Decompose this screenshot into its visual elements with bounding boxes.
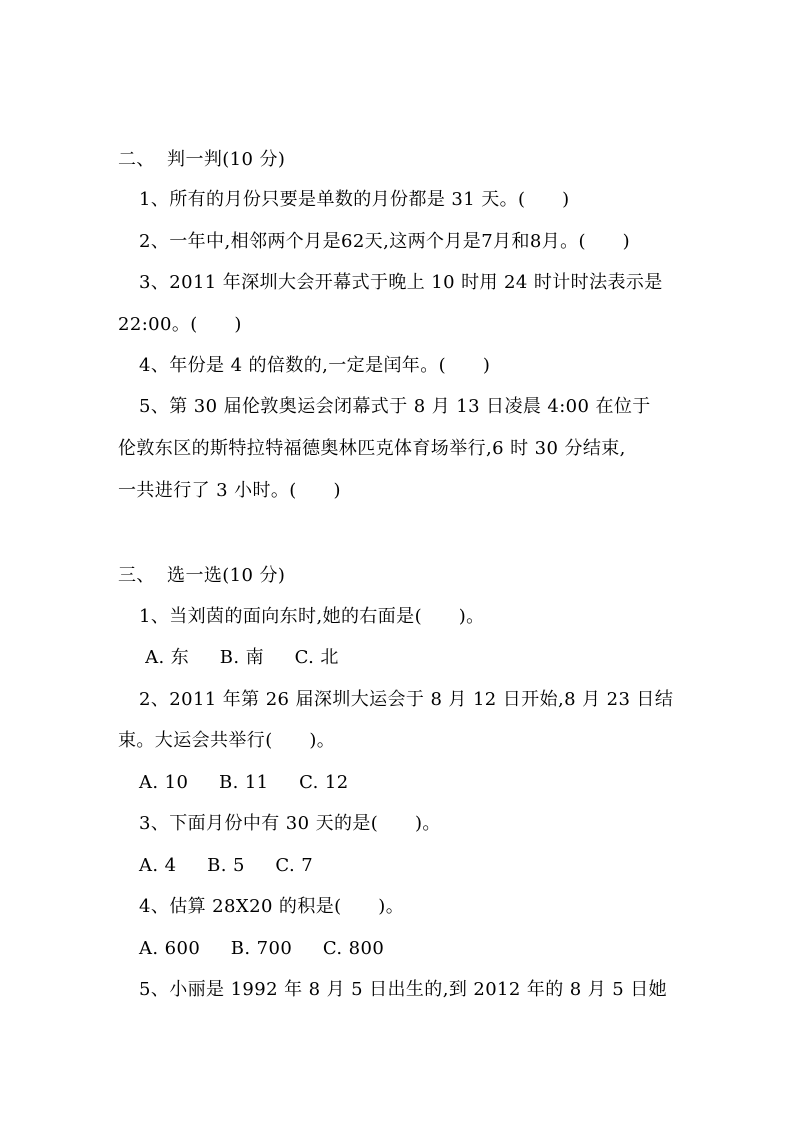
judge-question-5-line-3: 一共进行了 3 小时。( ) bbox=[118, 480, 341, 501]
choice-question-4-options: A. 600 B. 700 C. 800 bbox=[139, 938, 385, 959]
judge-question-5-line-1: 5、第 30 届伦敦奥运会闭幕式于 8 月 13 日凌晨 4:00 在位于 bbox=[139, 396, 651, 417]
judge-question-1: 1、所有的月份只要是单数的月份都是 31 天。( ) bbox=[139, 189, 570, 210]
judge-question-3-line-1: 3、2011 年深圳大会开幕式于晚上 10 时用 24 时计时法表示是 bbox=[139, 272, 663, 293]
choice-question-4: 4、估算 28X20 的积是( )。 bbox=[139, 896, 405, 917]
choice-question-2-line-2: 束。大运会共举行( )。 bbox=[118, 730, 336, 751]
section-2-title: 二、 判一判(10 分) bbox=[118, 149, 286, 170]
choice-question-1-options: A. 东 B. 南 C. 北 bbox=[139, 647, 339, 668]
choice-question-2-line-1: 2、2011 年第 26 届深圳大运会于 8 月 12 日开始,8 月 23 日结 bbox=[139, 689, 674, 710]
judge-question-5-line-2: 伦敦东区的斯特拉特福德奥林匹克体育场举行,6 时 30 分结束, bbox=[118, 438, 626, 459]
choice-question-3: 3、下面月份中有 30 天的是( )。 bbox=[139, 813, 441, 834]
choice-question-1: 1、当刘茵的面向东时,她的右面是( )。 bbox=[139, 606, 485, 627]
judge-question-2: 2、一年中,相邻两个月是62天,这两个月是7月和8月。( ) bbox=[139, 231, 631, 252]
section-3-title: 三、 选一选(10 分) bbox=[118, 565, 286, 586]
judge-question-3-line-2: 22:00。( ) bbox=[118, 314, 242, 335]
judge-question-4: 4、年份是 4 的倍数的,一定是闰年。( ) bbox=[139, 355, 491, 376]
choice-question-5-line-1: 5、小丽是 1992 年 8 月 5 日出生的,到 2012 年的 8 月 5 日她 bbox=[139, 979, 668, 1000]
choice-question-3-options: A. 4 B. 5 C. 7 bbox=[139, 855, 314, 876]
choice-question-2-options: A. 10 B. 11 C. 12 bbox=[139, 772, 349, 793]
